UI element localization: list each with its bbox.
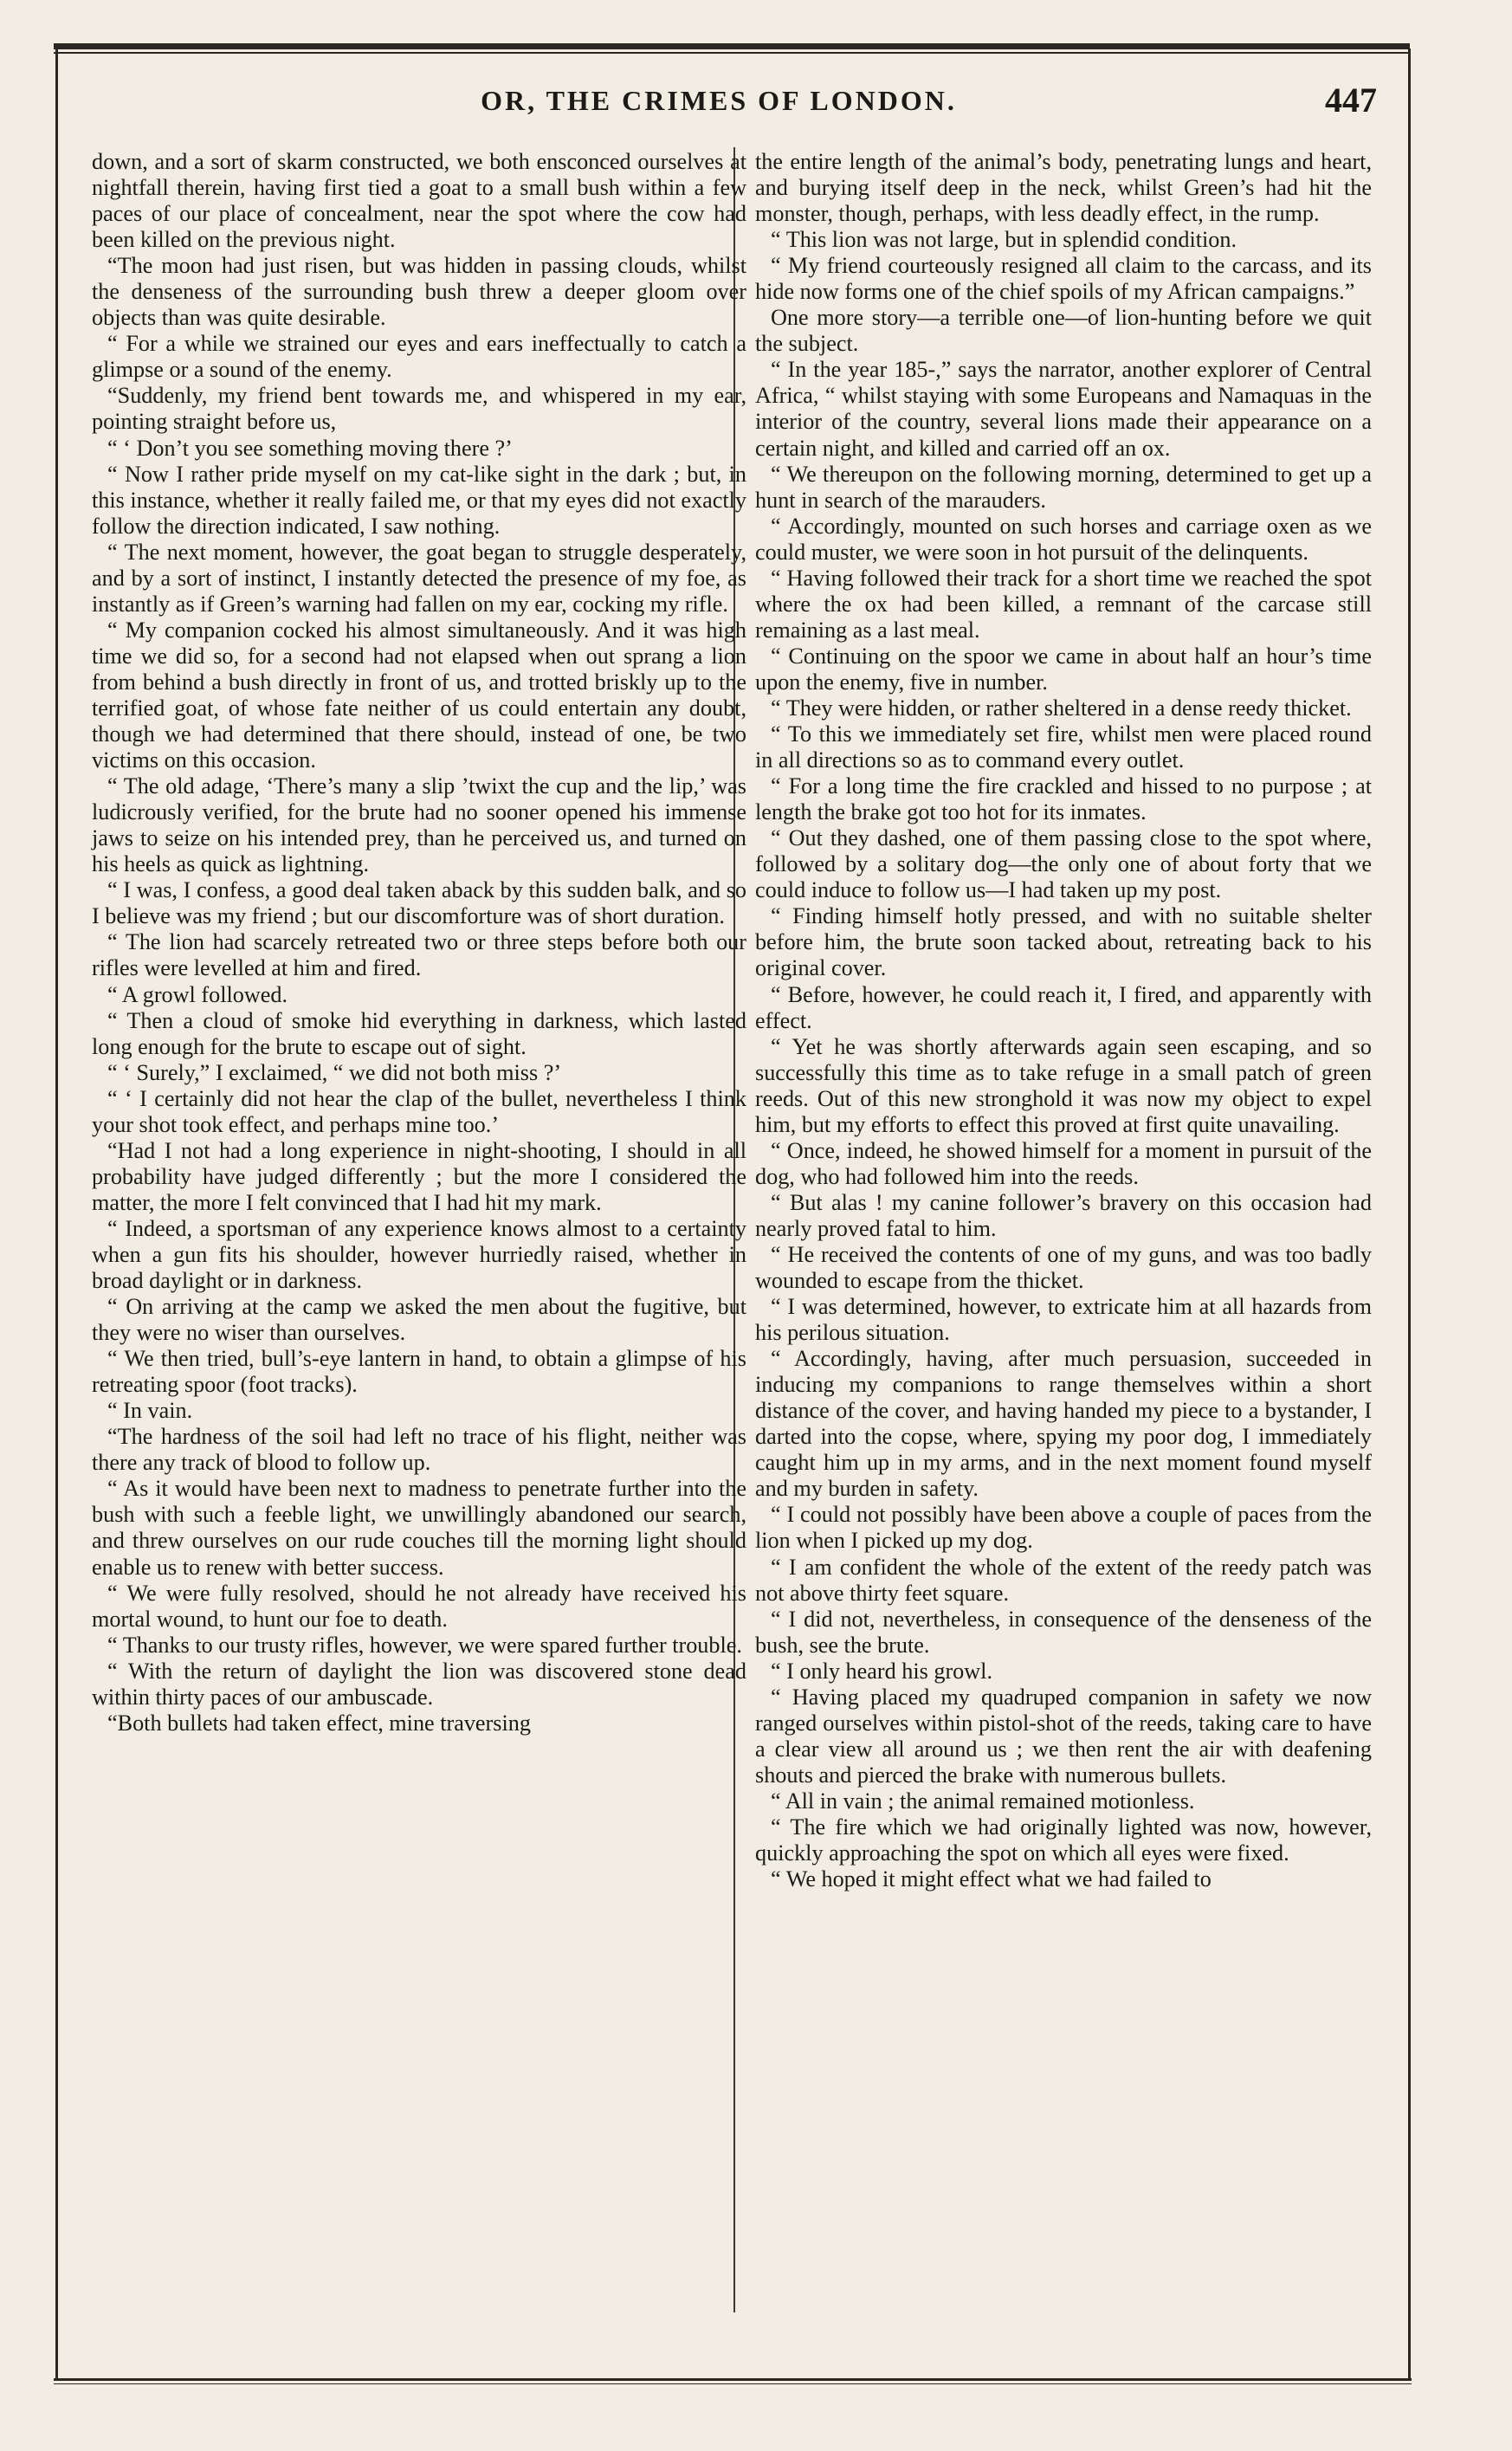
paragraph: “ They were hidden, or rather sheltered in a dense reedy thicket. [771, 695, 1352, 721]
paragraph: “ As it would have been next to madness to penetrate further into the bush with such a feeble light, we unwillingly abandoned our search, and threw ourselves on our rude couches till the morning light should enable us to renew with better success. [92, 1476, 746, 1580]
paragraph: “Suddenly, my friend bent towards me, and whispered in my ear, pointing straight before us, [92, 383, 746, 435]
paragraph: “ Having placed my quadruped companion in safety we now ranged ourselves within pistol-shot of the reeds, taking care to have a clear view all around us ; we then rent the air with deafening shouts and pierced the brake with numerous bullets. [755, 1684, 1372, 1788]
paragraph: “ I only heard his growl. [771, 1658, 992, 1684]
paragraph: “ The next moment, however, the goat began to struggle desperately, and by a sort of instinct, I instantly detected the presence of my foe, as instantly as if Green’s warning had fallen on my ear, cocking my rifle. [92, 539, 746, 617]
paragraph: “ With the return of daylight the lion was discovered stone dead within thirty paces of our ambuscade. [92, 1658, 746, 1710]
paragraph: “ Then a cloud of smoke hid everything in darkness, which lasted long enough for the brute to escape out of sight. [92, 1007, 746, 1059]
paragraph: “ Accordingly, having, after much persuasion, succeeded in inducing my companions to range themselves within a short distance of the cover, and having handed my piece to a bystander, I darted into the copse, where, spying my poor dog, I immediately caught him up in my arms, and in the next moment found myself and my burden in safety. [755, 1346, 1372, 1502]
top-border-rule [54, 43, 1410, 49]
paragraph: “ Before, however, he could reach it, I fired, and apparently with effect. [755, 981, 1372, 1033]
paragraph: “ This lion was not large, but in splendid condition. [771, 227, 1237, 253]
paragraph: “ I am confident the whole of the extent of the reedy patch was not above thirty feet square. [755, 1554, 1372, 1606]
paragraph: “ In vain. [107, 1398, 193, 1424]
paragraph: “ I was, I confess, a good deal taken aback by this sudden balk, and so I believe was my friend ; but our discomforture was of short duration. [92, 877, 746, 929]
paragraph: “ ‘ Surely,” I exclaimed, “ we did not both miss ?’ [107, 1059, 562, 1085]
paragraph: “ A growl followed. [107, 981, 288, 1007]
paragraph: “ Thanks to our trusty rifles, however, we were spared further trouble. [107, 1632, 742, 1658]
paragraph: “ I was determined, however, to extricate him at all hazards from his perilous situation. [755, 1294, 1372, 1346]
paragraph: “ The fire which we had originally lighted was now, however, quickly approaching the spot on which all eyes were fixed. [755, 1814, 1372, 1866]
top-border-rule-thin [54, 52, 1410, 54]
paragraph: “ Once, indeed, he showed himself for a moment in pursuit of the dog, who had followed him into the reeds. [755, 1137, 1372, 1189]
bottom-border-rule [54, 2378, 1412, 2381]
paragraph: “ For a while we strained our eyes and ears ineffectually to catch a glimpse or a sound of the enemy. [92, 331, 746, 383]
page-header [61, 81, 1377, 132]
paragraph: “The hardness of the soil had left no trace of his flight, neither was there any track of blood to follow up. [92, 1424, 746, 1476]
paragraph: the entire length of the animal’s body, penetrating lungs and heart, and burying itself deep in the neck, whilst Green’s had hit the monster, though, perhaps, with less deadly effect, in the rump. [755, 149, 1372, 227]
paragraph: “ My friend courteously resigned all claim to the carcass, and its hide now forms one of the chief spoils of my African campaigns.” [755, 253, 1372, 305]
paragraph: One more story—a terrible one—of lion-hunting before we quit the subject. [755, 305, 1372, 357]
paragraph: “ We thereupon on the following morning, determined to get up a hunt in search of the marauders. [755, 461, 1372, 513]
paragraph: “ We were fully resolved, should he not already have received his mortal wound, to hunt our foe to death. [92, 1580, 746, 1632]
left-border-rule [55, 49, 58, 2378]
paragraph: “Had I not had a long experience in night-shooting, I should in all probability have judged differently ; but the more I considered the matter, the more I felt convinced that I had hit my mark. [92, 1137, 746, 1215]
left-text-column [92, 149, 746, 1736]
paragraph: “ The old adage, ‘There’s many a slip ’twixt the cup and the lip,’ was ludicrously verified, for the brute had no sooner opened his immense jaws to seize on his intended prey, than he perceived us, and turned on his heels as quick as lightning. [92, 773, 746, 877]
paragraph: “ Having followed their track for a short time we reached the spot where the ox had been killed, a remnant of the carcase still remaining as a last meal. [755, 565, 1372, 643]
paragraph: “ We then tried, bull’s-eye lantern in hand, to obtain a glimpse of his retreating spoor (foot tracks). [92, 1346, 746, 1398]
paragraph: “ Accordingly, mounted on such horses and carriage oxen as we could muster, we were soon in hot pursuit of the delinquents. [755, 513, 1372, 565]
paragraph: “ Finding himself hotly pressed, and with no suitable shelter before him, the brute soon tacked about, retreating back to his original cover. [755, 903, 1372, 981]
paragraph: “ ‘ Don’t you see something moving there ?’ [107, 435, 513, 461]
running-head: OR, THE CRIMES OF LONDON. [481, 85, 957, 116]
paragraph: “ On arriving at the camp we asked the men about the fugitive, but they were no wiser than ourselves. [92, 1294, 746, 1346]
paragraph: “ Indeed, a sportsman of any experience knows almost to a certainty when a gun fits his shoulder, however hurriedly raised, whether in broad daylight or in darkness. [92, 1215, 746, 1294]
paragraph: “ But alas ! my canine follower’s bravery on this occasion had nearly proved fatal to him. [755, 1189, 1372, 1241]
paragraph: “ Out they dashed, one of them passing close to the spot where, followed by a solitary dog—the only one of about forty that we could induce to follow us—I had taken up my post. [755, 825, 1372, 903]
paragraph: “ We hoped it might effect what we had failed to [771, 1866, 1212, 1892]
paragraph: “ Now I rather pride myself on my cat-like sight in the dark ; but, in this instance, whether it really failed me, or that my eyes did not exactly follow the direction indicated, I saw nothing. [92, 461, 746, 539]
paragraph: “ I did not, nevertheless, in consequence of the denseness of the bush, see the brute. [755, 1606, 1372, 1658]
page-number: 447 [1325, 81, 1377, 120]
paragraph: “The moon had just risen, but was hidden in passing clouds, whilst the denseness of the surrounding bush threw a deeper gloom over objects than was quite desirable. [92, 253, 746, 331]
paragraph: “ For a long time the fire crackled and hissed to no purpose ; at length the brake got too hot for its inmates. [755, 773, 1372, 825]
paragraph: “ Continuing on the spoor we came in about half an hour’s time upon the enemy, five in number. [755, 643, 1372, 695]
right-text-column [755, 149, 1372, 1892]
paragraph: down, and a sort of skarm constructed, we both ensconced ourselves at nightfall therein, having first tied a goat to a small bush within a few paces of our place of concealment, near the spot where the cow had been killed on the previous night. [92, 149, 746, 253]
paragraph: “ To this we immediately set fire, whilst men were placed round in all directions so as to command every outlet. [755, 721, 1372, 773]
paragraph: “ My companion cocked his almost simultaneously. And it was high time we did so, for a second had not elapsed when out sprang a lion from behind a bush directly in front of us, and trotted briskly up to the terrified goat, of whose fate neither of us could entertain any doubt, though we had determined that there should, instead of one, be two victims on this occasion. [92, 617, 746, 773]
paragraph: “ I could not possibly have been above a couple of paces from the lion when I picked up my dog. [755, 1502, 1372, 1554]
paragraph: “ All in vain ; the animal remained motionless. [771, 1788, 1195, 1814]
paragraph: “ The lion had scarcely retreated two or three steps before both our rifles were levelled at him and fired. [92, 929, 746, 981]
right-border-rule [1408, 49, 1411, 2378]
paragraph: “ In the year 185-,” says the narrator, another explorer of Central Africa, “ whilst staying with some Europeans and Namaquas in the interior of the country, several lions made their appearance on a certain night, and killed and carried off an ox. [755, 357, 1372, 461]
paragraph: “Both bullets had taken effect, mine traversing [107, 1710, 531, 1736]
paragraph: “ He received the contents of one of my guns, and was too badly wounded to escape from the thicket. [755, 1241, 1372, 1294]
paragraph: “ ‘ I certainly did not hear the clap of the bullet, nevertheless I think your shot took effect, and perhaps mine too.’ [92, 1085, 746, 1137]
bottom-border-rule-thin [54, 2383, 1412, 2384]
paragraph: “ Yet he was shortly afterwards again seen escaping, and so successfully this time as to take refuge in a small patch of green reeds. Out of this new stronghold it was now my object to expel him, but my efforts to effect this proved at first quite unavailing. [755, 1033, 1372, 1137]
